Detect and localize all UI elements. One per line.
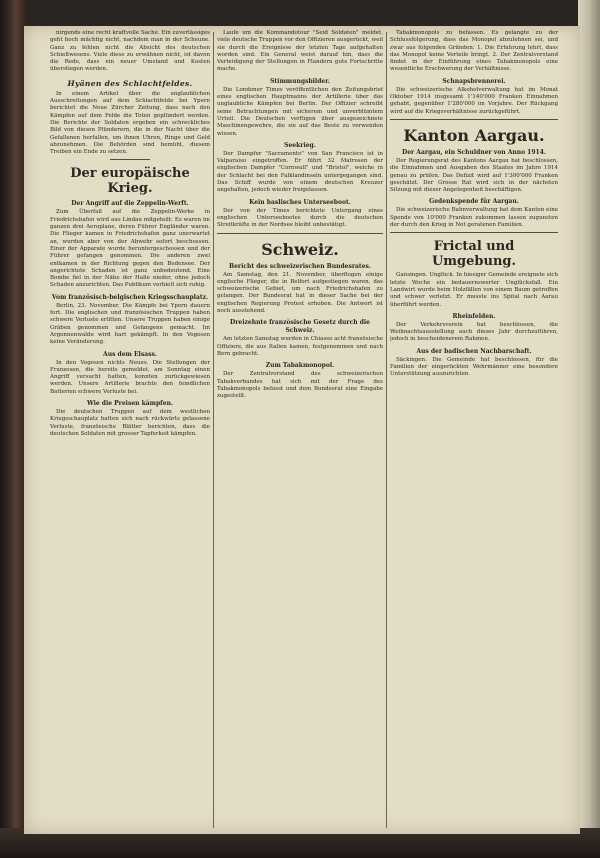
article-text: In einem Artikel über die unglaublichen Ausschreitungen auf dem Schlachtfelde bei Ypern berichtet die Neue Zürcher Zeitung, dass nach den Kämpfen auf dem Felde die Toten geplündert werden. Die Berichte der Soldaten ergeben ein schreckliches Bild von diesen Plünderern, die in der Nacht über die Gefallenen herfallen, um ihnen Uhren, Ringe und Geld abzunehmen. Die Behörden sind bemüht, diesem Treiben ein Ende zu setzen. (50, 90, 210, 156)
section-heading: Hyänen des Schlachtfeldes. (67, 78, 193, 88)
article-text: Die deutschen Truppen auf dem westlichen Kriegsschauplatz hatten sich nach rückwärts gelassene Verluste, französische Blätter berichten, dass die deutschen Soldaten mit grosser Tapferkeit kämpfen. (50, 408, 210, 437)
subheading: Bericht des schweizerischen Bundesrates. (229, 262, 371, 270)
subheading: Schnapsbrennerei. (442, 77, 506, 85)
subheading: Zum Tabakmonopol. (265, 362, 335, 370)
subheading: Der Angriff auf die Zeppelin-Werft. (71, 200, 189, 208)
article-text: Der Dampfer "Sacramento" von San Francisco ist in Valparaiso eingetroffen. Er führt 32 Matrosen der englischen Dampfer "Cornwall" und "Bristol", welche in der Schlacht bei den Falklandinseln untergegangen sind. Das Schiff wurde von einem deutschen Kreuzer angehalten, jedoch wieder freigelassen. (217, 150, 383, 194)
section-heading: Der europäische Krieg. (70, 166, 190, 197)
column-rule (213, 32, 214, 828)
section-heading: Frictal und Umgebung. (431, 239, 517, 270)
section-heading: Schweiz. (261, 239, 339, 259)
article-text: In den Vogesen nichts Neues. Die Stellungen der Franzosen, die bereits gemeldet, am Sonntag einen Angriff versucht hatten, konnten zurückgewiesen werden. Unsere Artillerie brachte den feindlichen Batterien schwere Verluste bei. (50, 359, 210, 395)
article-text: Die Londoner Times veröffentlichen den Zeitungsbrief eines englischen Hauptmanns der Artillerie über das unglaubliche Kämpfen bei Berlin. Der Offizier schreibt seine Betrachtungen mit sicherem und unverblümtem Urteil. Die Deutschen verfügen über ausgezeichnete Maschinengewehre, die sie auf das Beste zu verwenden wissen. (217, 86, 383, 137)
subheading: Der Aargau, ein Schuldner von Anno 1914. (402, 148, 546, 156)
subheading: Aus der badischen Nachbarschaft. (416, 347, 532, 355)
column-right (390, 30, 558, 830)
subheading: Dreizehnte französische Gesetz durch die Schweiz. (230, 319, 370, 335)
article-text: Tabakmonopols zu befassen. Es gelangte zu der Schlussfolgerung, dass das Monopol abzulehnen sei, und zwar aus folgenden Gründen: 1. Die Erfahrung lehrt, dass das Monopol keine Vorteile bringt. 2. Der Zentralvorstand findet in der Einführung eines Tabakmonopols eine wesentliche Erschwerung der Verhältnisse. (390, 30, 558, 73)
subheading: Kein baslisches Unterseeboot. (249, 198, 351, 206)
subheading: Vom französisch-belgischen Kriegsschauplatz. (51, 293, 209, 301)
subheading: Stimmungsbilder. (270, 77, 330, 85)
article-text: Laufe um die Kommandotour "Seid Soldaten" meldet, viele deutsche Truppen vor den Offizieren ausgerückt, weil sie durch die Ereignisse der letzten Tage aufgehalten worden sind. Ein General weist darauf hin, dass die Verteidigung der Stellungen in Flandern gute Fortschritte mache. (217, 30, 383, 73)
column-middle (217, 30, 383, 830)
article-text: Der Verkehrsverein hat beschlossen, die Weihnachtsausstellung auch dieses Jahr durchzuführen, jedoch in bescheidenerem Rahmen. (390, 321, 558, 343)
article-text: Der von der Times berichtete Untergang eines englischen Unterseebootes durch die deutschen Streitkräfte in der Nordsee bleibt unbestätigt. (217, 207, 383, 229)
article-text: Zum Überfall auf die Zeppelin-Werke in Friedrichshafen wird aus Lindau mitgeteilt: Es waren im ganzen drei Aeroplane, deren Führer Engländer waren. Die Flieger kamen in Friedrichshafen ganz unerwartet an, wurden aber von der Abwehr sofort beschossen. Einer der Apparate wurde heruntergeschossen und der Führer gefangen genommen. Die anderen zwei entkamen in der Richtung gegen den Bodensee. Der angerichtete Schaden ist ganz unbedeutend. Eine Bombe fiel in der Nähe der Halle nieder, ohne jedoch Schaden anzurichten. Das Publikum verhielt sich ruhig. (50, 209, 210, 289)
article-text: Der Zentralvorstand des schweizerischen Tabakverbandes hat sich mit der Frage des Tabakmonopols befasst und dem Bundesrat eine Eingabe zugestellt. (217, 371, 383, 400)
subheading: Aus dem Elsass. (103, 350, 157, 358)
subheading: Rheinfelden. (452, 312, 496, 320)
column-rule (386, 32, 387, 828)
section-heading: Kanton Aargau. (403, 125, 545, 145)
subheading: Wie die Preisen kämpfen. (86, 399, 174, 407)
divider (390, 119, 558, 120)
article-text: Die schweizerische Alkoholverwaltung hat im Monat Oktober 1914 insgesamt 1'140'000 Franken Einnahmen gehabt, gegenüber 1'280'000 im Vorjahre. Der Rückgang wird auf die Kriegsverhältnisse zurückgeführt. (390, 86, 558, 115)
page-stack-edge (578, 0, 600, 858)
divider (390, 232, 558, 233)
article-text: Die schweizerische Bahnverwaltung hat dem Kanton eine Spende von 10'000 Franken zukommen lassen zugunsten der durch den Krieg in Not geratenen Familien. (390, 207, 558, 229)
article-text: Berlin, 23. November. Die Kämpfe bei Ypern dauern fort. Die englischen und französischen Truppen haben schwere Verluste erlitten. Unsere Truppen haben einige Gräben genommen und Gefangene gemacht. Im Argonnenwalde wird hart gekämpft. In den Vogesen keine Veränderung. (50, 302, 210, 346)
book-spine (0, 0, 26, 858)
article-text: Der Regierungsrat des Kantons Aargau hat beschlossen, die Einnahmen und Ausgaben des Staates im Jahre 1914 genau zu prüfen. Das Defizit wird auf 1'300'000 Franken geschätzt. Der Grosse Rat wird sich in der nächsten Sitzung mit dieser Angelegenheit beschäftigen. (390, 157, 558, 194)
article-text: Am Samstag, den 21. November, überflogen einige englische Flieger, die in Belfort aufgestiegen waren, das schweizerische Gebiet, um nach Friedrichshafen zu gelangen. Der Bundesrat hat in dieser Sache bei der englischen Regierung Protest erhoben. Die Antwort ist noch ausstehend. (217, 271, 383, 315)
subheading: Gedenkspende für Aargau. (429, 198, 519, 206)
article-text: nirgends eine recht kraftvolle Sache. Ein zuverlässiges geht hoch mächtig nicht, nachdem man in der Scheune. Ganz zu fehlen nicht die Absicht des deutschen Schießwesens. Viele diese zu erwähnen nicht, ist davon die Rede, dass ein neuer Umstand und Kosten überstiegen werden. (50, 30, 210, 73)
divider (217, 233, 383, 234)
newspaper-page (24, 26, 580, 834)
article-text: Am letzten Samstag wurden in Chiasso acht französische Offiziere, die aus Italien kamen, festgenommen und nach Bern gebracht. (217, 336, 383, 357)
subheading: Seekrieg. (284, 141, 316, 149)
column-left (50, 30, 210, 830)
divider (110, 159, 150, 160)
article-text: Säckingen. Die Gemeinde hat beschlossen, für die Familien der eingerückten Wehrmänner eine besondere Unterstützung auszurichten. (390, 356, 558, 378)
article-text: Gansingen. Unglück. In hiesiger Gemeinde ereignete sich letzte Woche ein bedauernswerter Unglücksfall. Ein Landwirt wurde beim Holzfällen von einem Baum getroffen und schwer verletzt. Er musste ins Spital nach Aarau überführt werden. (390, 272, 558, 308)
